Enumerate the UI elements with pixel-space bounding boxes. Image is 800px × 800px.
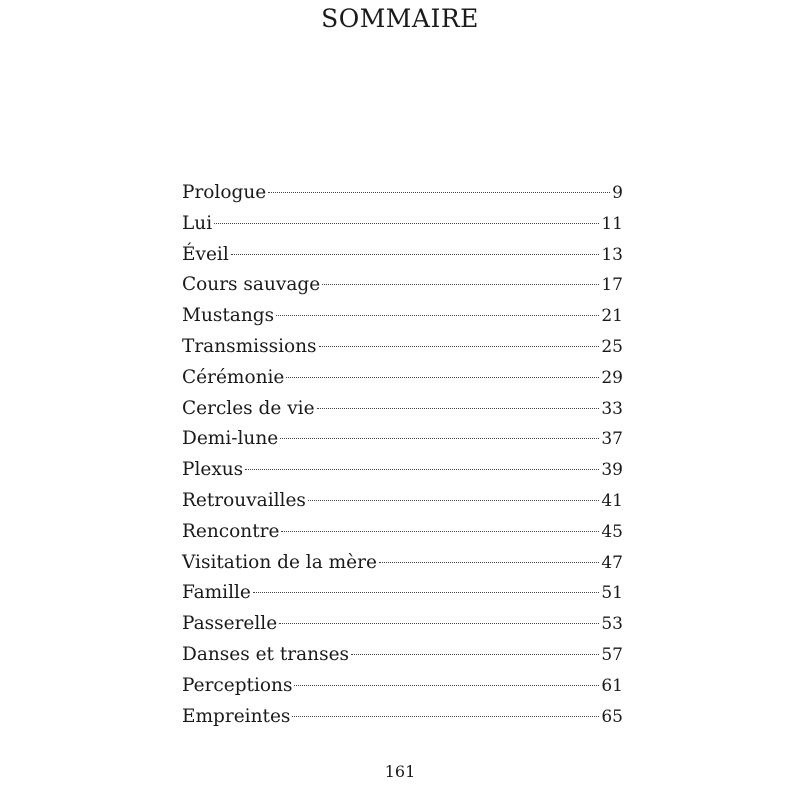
toc-entry: [182, 702, 623, 733]
toc-entry: [182, 301, 623, 332]
toc-entry-title: Cours sauvage: [182, 274, 321, 296]
toc-entry: [182, 270, 623, 301]
toc-entry-title: Plexus: [182, 459, 244, 481]
toc-entry-page: 47: [601, 552, 623, 573]
toc-entry-page: 53: [601, 614, 623, 635]
toc-entry-page: 29: [601, 367, 623, 388]
toc-entry-page: 17: [601, 275, 623, 296]
toc-dot-leader: [231, 254, 600, 255]
toc-dot-leader: [322, 284, 599, 285]
toc-entry-page: 37: [601, 429, 623, 450]
toc-entry-title: Cercles de vie: [182, 397, 315, 419]
toc-entry-page: 9: [612, 183, 623, 203]
toc-dot-leader: [319, 346, 600, 347]
toc-entry: [182, 609, 623, 640]
toc-entry: [182, 332, 623, 363]
toc-dot-leader: [286, 377, 599, 378]
toc-entry: [182, 486, 623, 517]
toc-dot-leader: [351, 654, 599, 655]
toc-dot-leader: [279, 623, 599, 624]
page-title: SOMMAIRE: [321, 4, 479, 33]
toc-dot-leader: [253, 592, 600, 593]
toc-entry-title: Perceptions: [182, 674, 293, 696]
toc-entry-page: 25: [601, 336, 623, 357]
toc-entry: [182, 240, 623, 271]
toc-dot-leader: [294, 685, 599, 686]
toc-entry-page: 39: [601, 460, 623, 481]
toc-entry: [182, 640, 623, 671]
toc-entry-page: 61: [601, 675, 623, 696]
toc-dot-leader: [276, 315, 599, 316]
toc-entry-page: 65: [601, 706, 623, 727]
toc-entry-title: Danses et transes: [182, 643, 350, 665]
toc-dot-leader: [379, 562, 599, 563]
toc-entry-page: 11: [601, 213, 623, 234]
toc-entry-title: Prologue: [182, 182, 267, 203]
toc-entry-title: Famille: [182, 582, 251, 604]
toc-entry-page: 45: [601, 521, 623, 542]
toc-entry: [182, 363, 623, 394]
toc-entry: [182, 455, 623, 486]
toc-entry-title: Passerelle: [182, 613, 278, 635]
toc-entry-title: Mustangs: [182, 305, 275, 327]
toc-entry-title: Demi-lune: [182, 428, 279, 450]
toc-dot-leader: [280, 438, 599, 439]
toc-entry-page: 13: [601, 244, 623, 265]
toc-entry-title: Cérémonie: [182, 366, 285, 388]
toc-dot-leader: [292, 716, 599, 717]
toc-dot-leader: [214, 223, 599, 224]
toc-entry: [182, 209, 623, 240]
toc-entry: [182, 548, 623, 579]
toc-entry-title: Lui: [182, 212, 213, 234]
toc-entry-title: Éveil: [182, 243, 229, 265]
page-number: 161: [384, 762, 416, 781]
toc-dot-leader: [268, 192, 610, 193]
toc-entry: [182, 178, 623, 209]
toc-entry: [182, 578, 623, 609]
toc-entry-title: Rencontre: [182, 520, 280, 542]
toc-entry: [182, 424, 623, 455]
toc-entry-page: 33: [601, 398, 623, 419]
toc-entry-title: Retrouvailles: [182, 489, 306, 511]
toc-entry: [182, 517, 623, 548]
toc-dot-leader: [308, 500, 599, 501]
toc-dot-leader: [281, 531, 599, 532]
table-of-contents: [182, 178, 623, 732]
toc-entry-title: Empreintes: [182, 705, 291, 727]
toc-entry: [182, 394, 623, 425]
toc-entry-page: 51: [601, 583, 623, 604]
toc-entry-page: 57: [601, 644, 623, 665]
toc-entry-page: 41: [601, 490, 623, 511]
toc-dot-leader: [245, 469, 599, 470]
toc-entry: [182, 671, 623, 702]
toc-entry-page: 21: [601, 306, 623, 327]
toc-entry-title: Transmissions: [182, 335, 317, 357]
toc-entry-title: Visitation de la mère: [182, 551, 377, 573]
toc-dot-leader: [317, 408, 600, 409]
